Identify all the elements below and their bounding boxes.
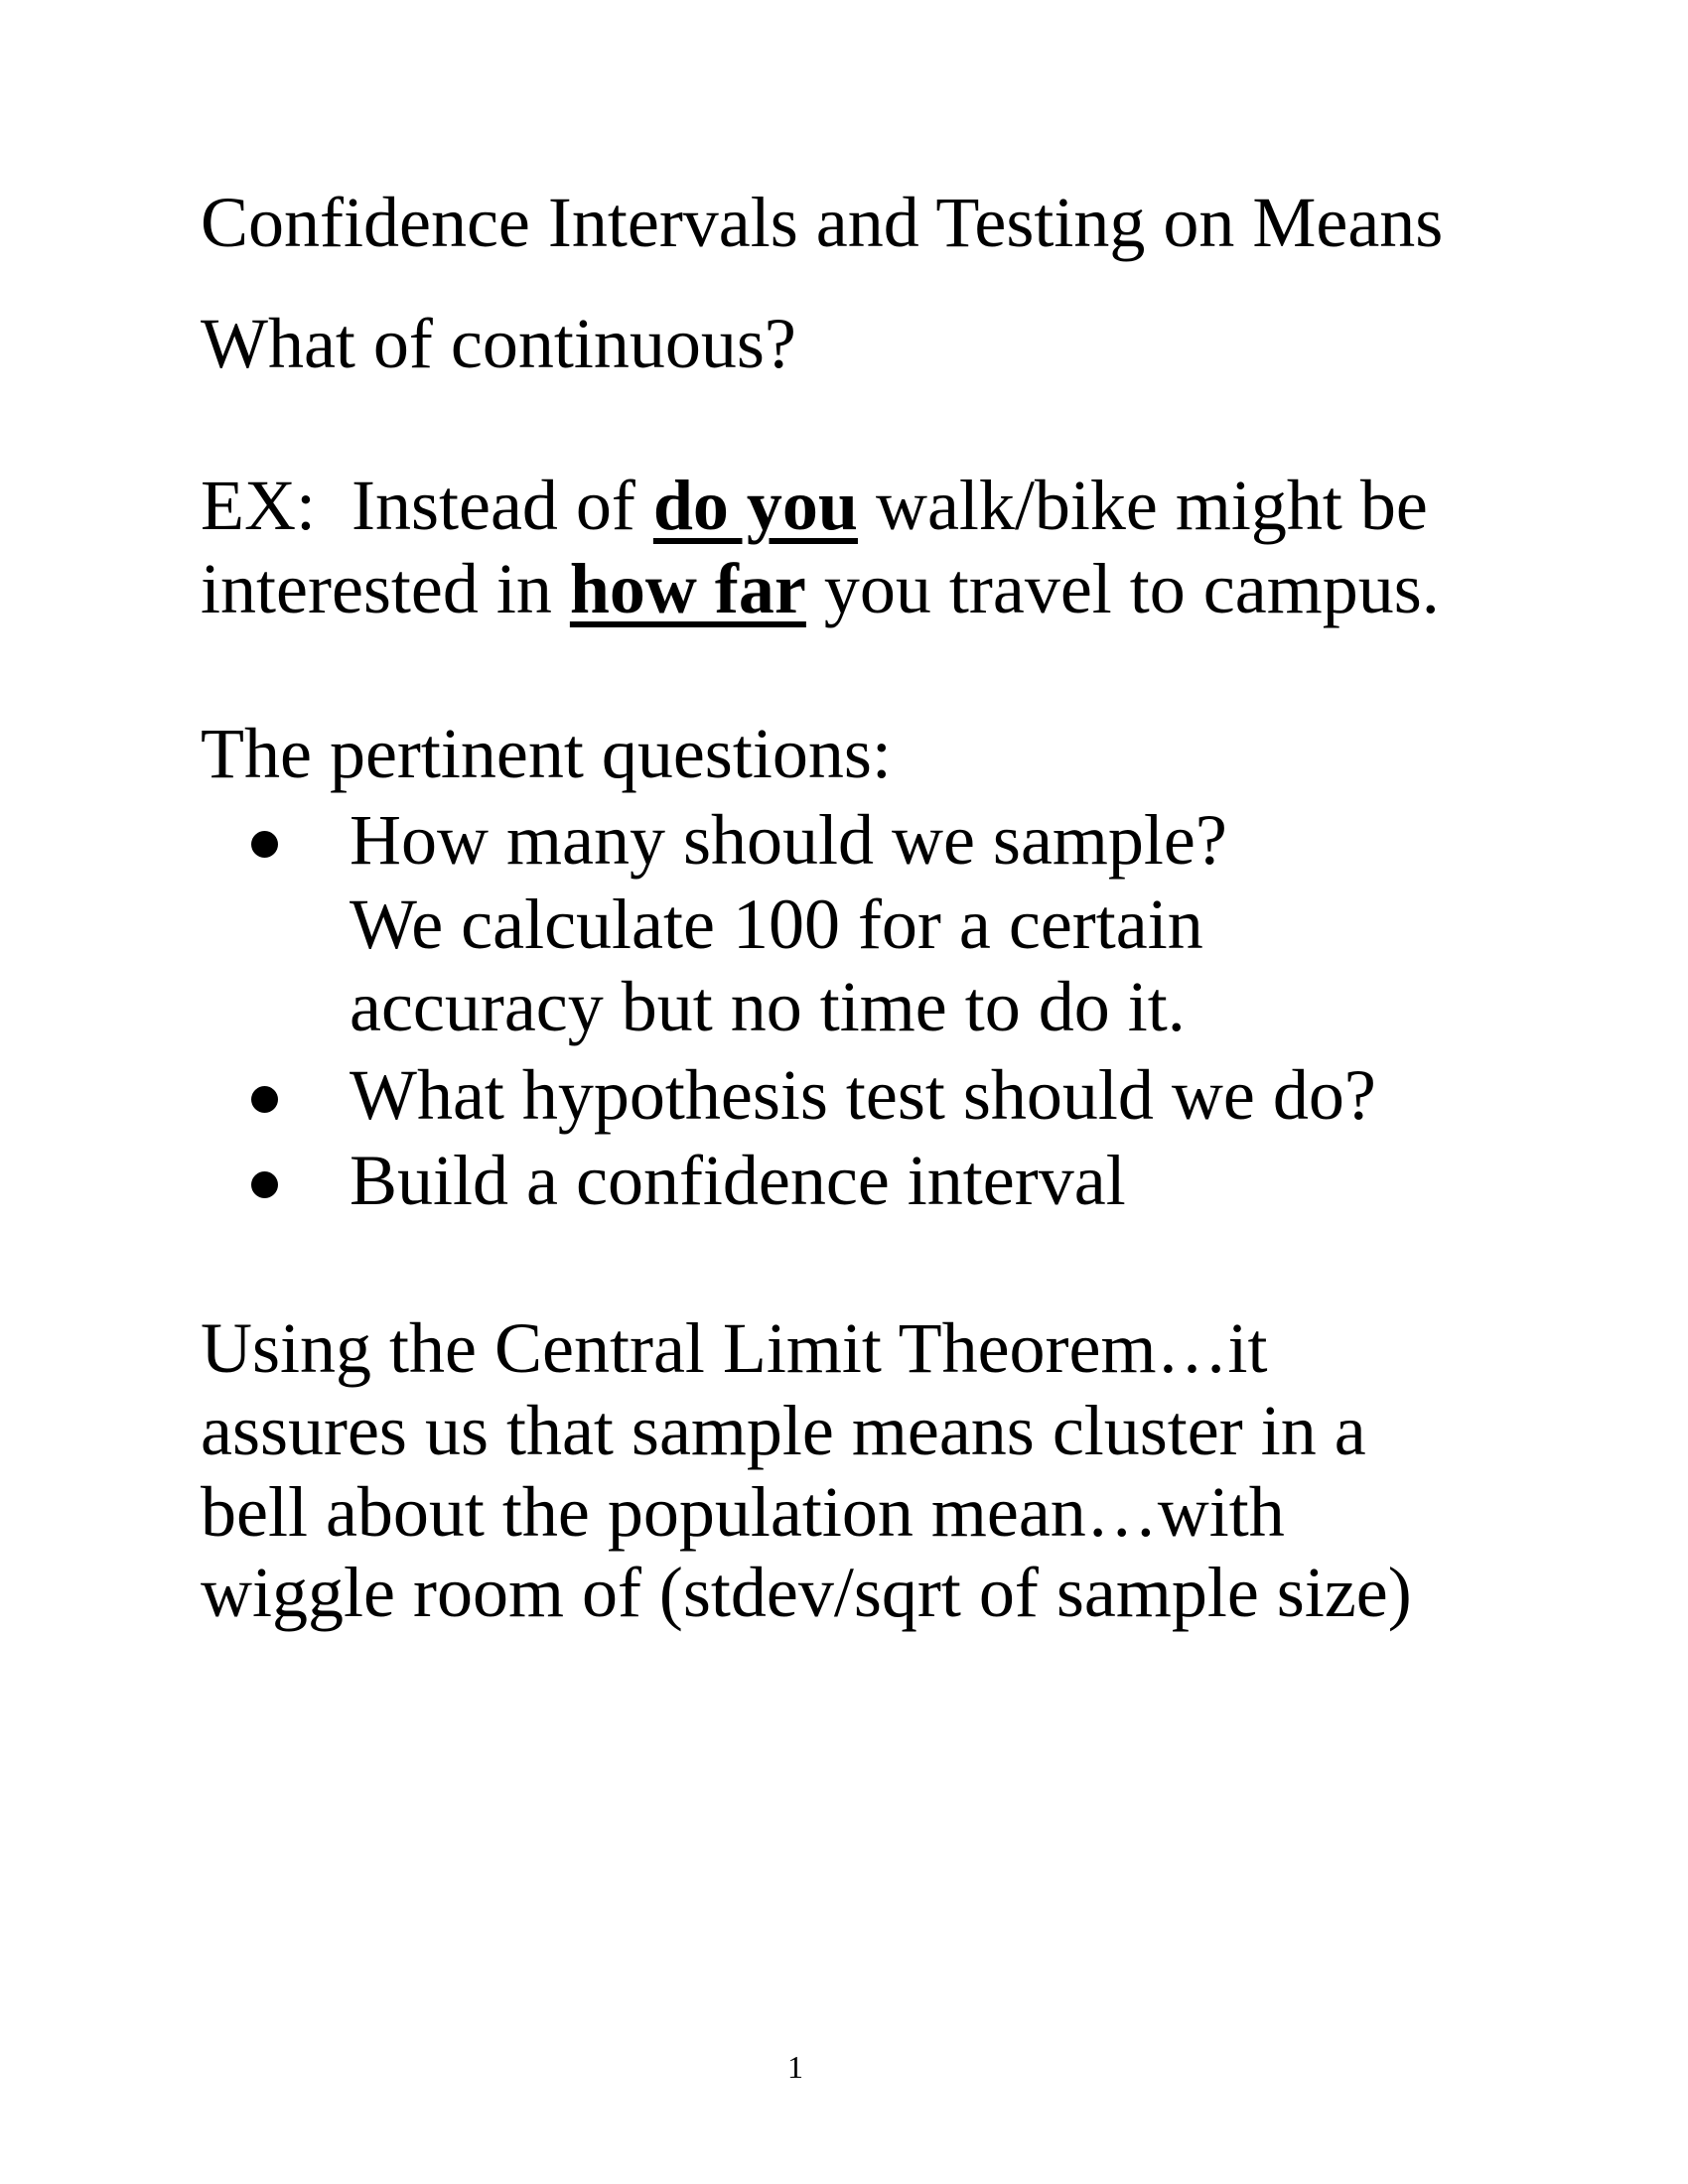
questions-heading: The pertinent questions: xyxy=(201,714,892,793)
example-line-2-suffix: you travel to campus. xyxy=(805,549,1440,628)
example-line-1 xyxy=(201,466,1428,545)
bullet-dot-icon xyxy=(251,1171,278,1198)
page-number: 1 xyxy=(787,2049,803,2085)
example-line-1-suffix: walk/bike might be xyxy=(857,466,1428,545)
bullet-text-line: How many should we sample? xyxy=(350,800,1227,880)
emphasis-how-far: how far xyxy=(569,549,806,628)
paragraph-line: bell about the population mean…with xyxy=(201,1472,1285,1552)
bullet-text-line: Build a confidence interval xyxy=(350,1141,1126,1220)
example-line-2 xyxy=(201,549,1440,628)
bullet-dot-icon xyxy=(251,831,278,858)
subtitle-question: What of continuous? xyxy=(201,304,796,383)
bullet-dot-icon xyxy=(251,1086,278,1113)
paragraph-line: Using the Central Limit Theorem…it xyxy=(201,1308,1268,1388)
page-title: Confidence Intervals and Testing on Means xyxy=(201,183,1444,262)
emphasis-do-you: do you xyxy=(652,466,858,545)
bullet-text-line: accuracy but no time to do it. xyxy=(350,967,1186,1046)
example-line-1-prefix: EX: Instead of xyxy=(201,466,653,545)
paragraph-line: assures us that sample means cluster in a xyxy=(201,1391,1366,1470)
bullet-text-line: We calculate 100 for a certain xyxy=(350,885,1203,964)
bullet-text-line: What hypothesis test should we do? xyxy=(350,1055,1376,1135)
example-line-2-prefix: interested in xyxy=(201,549,570,628)
paragraph-line: wiggle room of (stdev/sqrt of sample size) xyxy=(201,1553,1412,1632)
